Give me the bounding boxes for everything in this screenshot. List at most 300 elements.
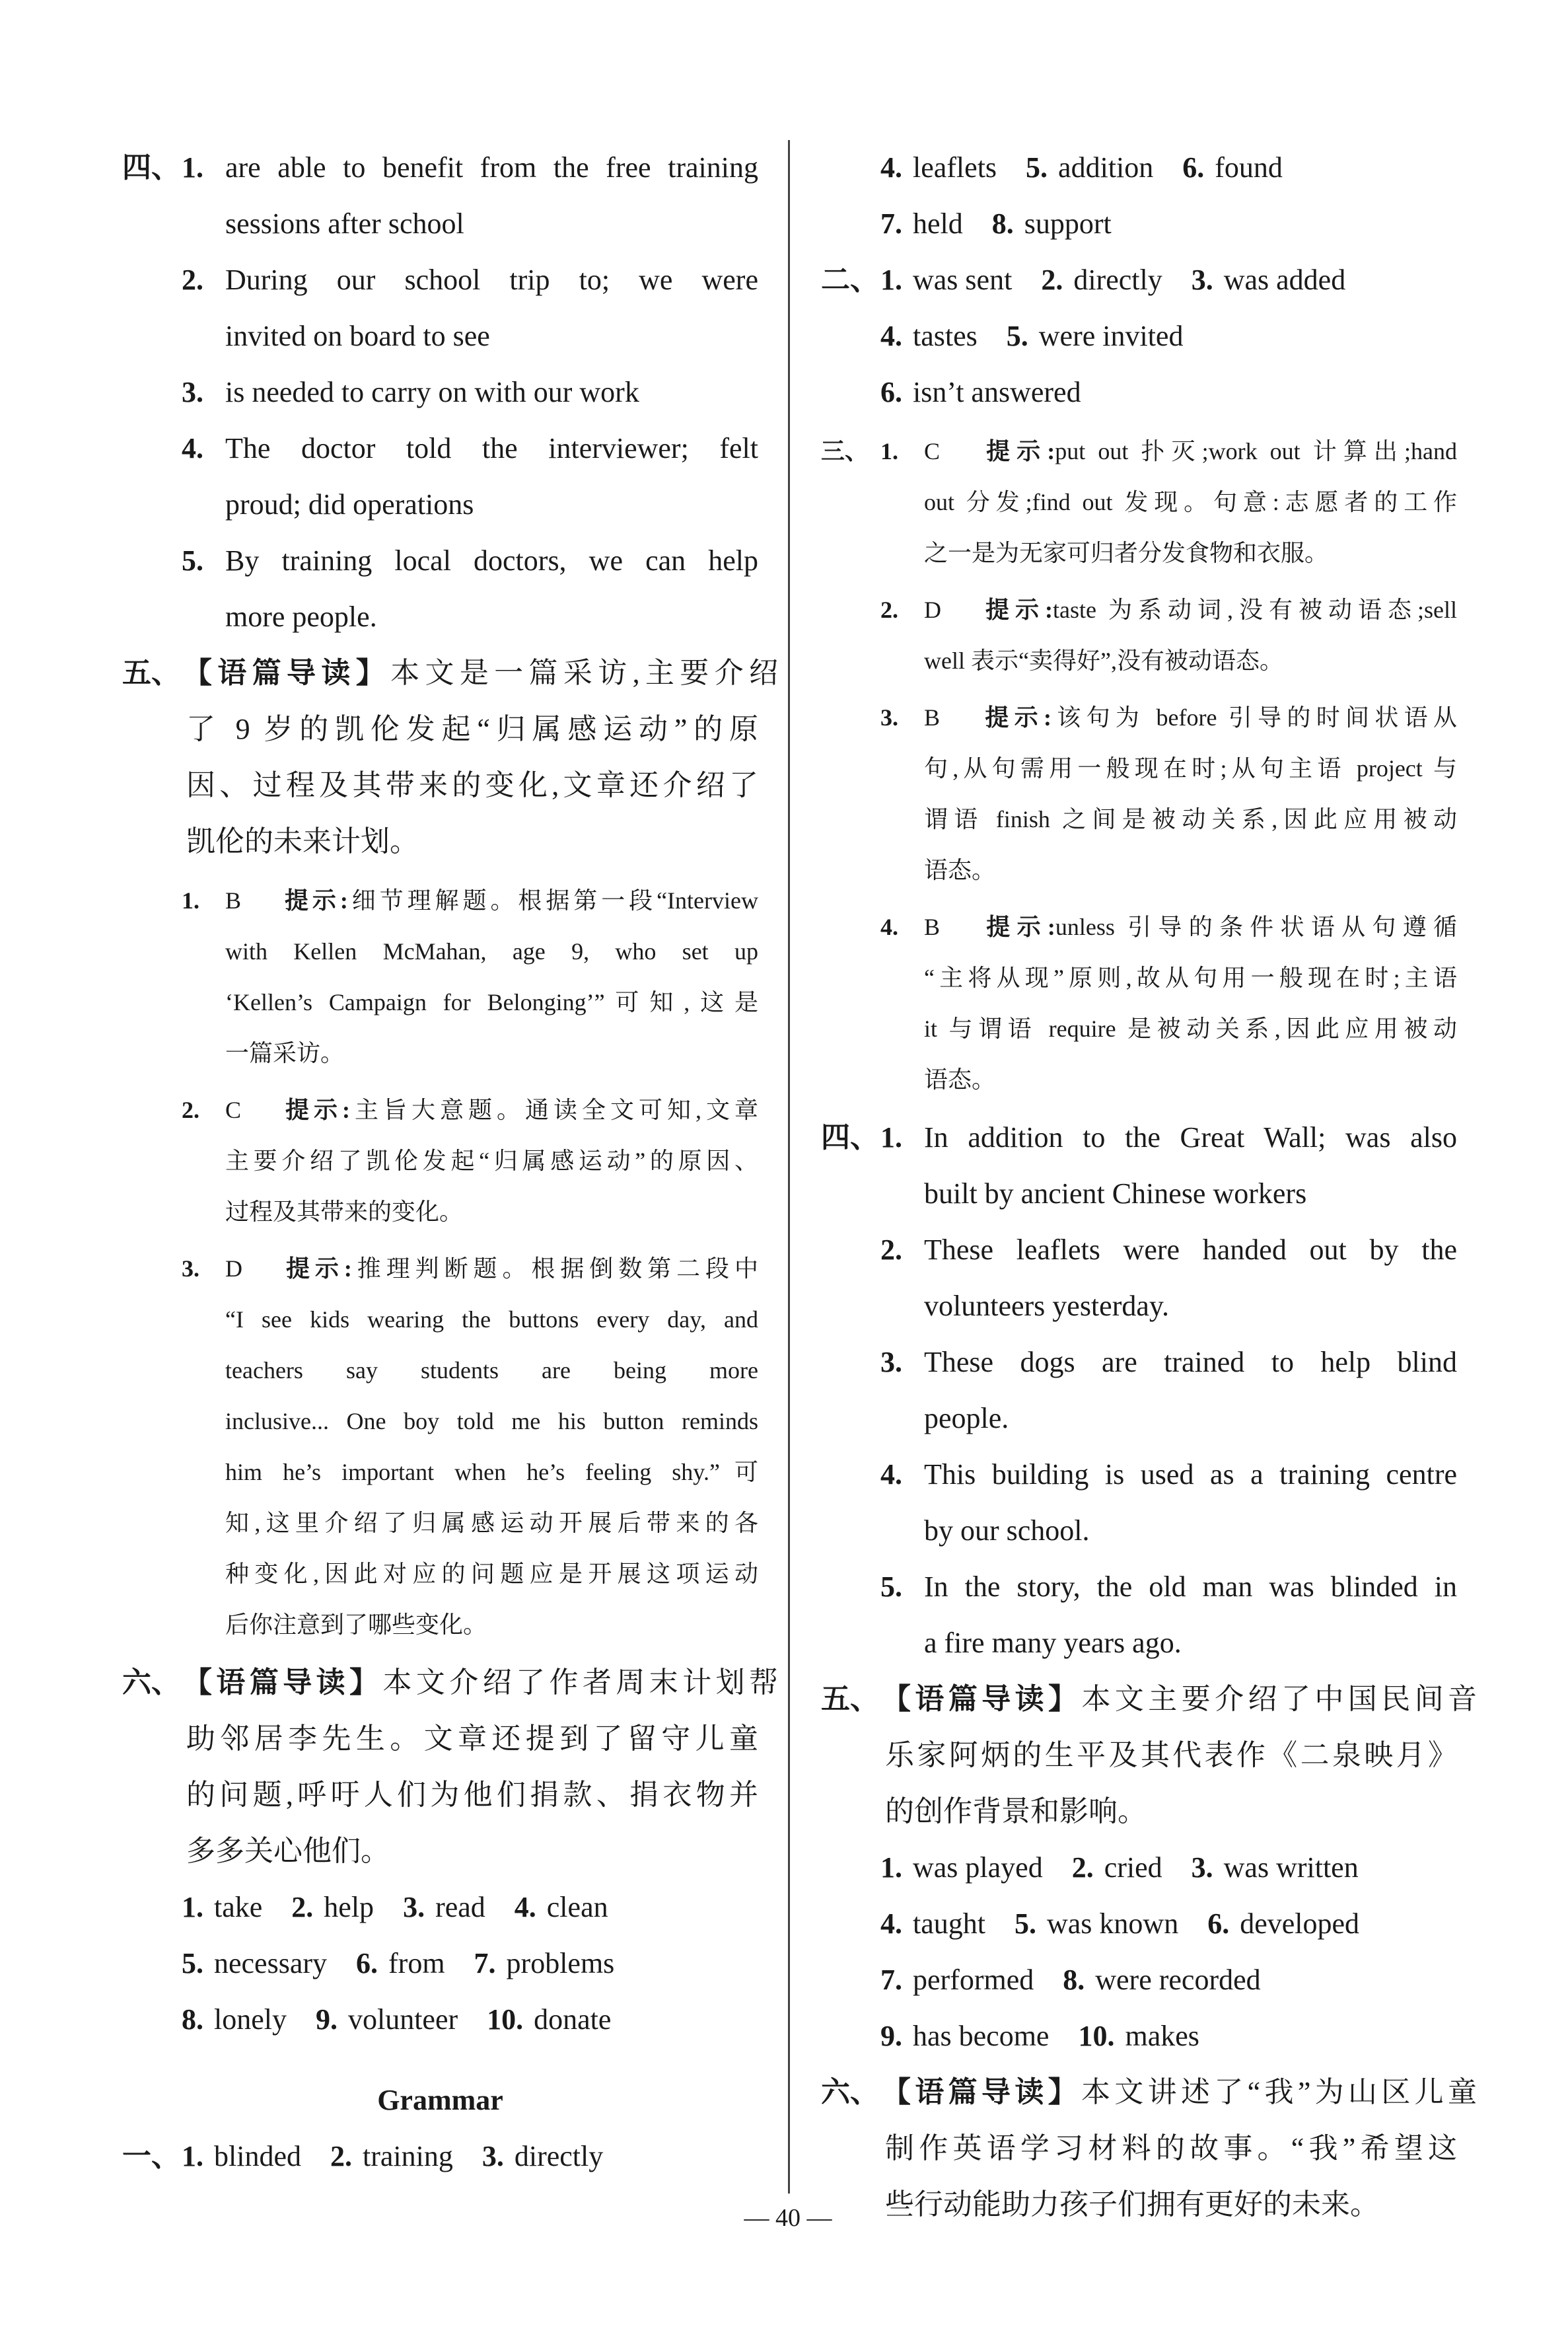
section-marker: 三、 <box>821 438 869 464</box>
text: 本文是一篇采访,主要介绍 <box>390 657 779 689</box>
text-line <box>122 1767 758 1823</box>
answer-text: was sent <box>913 264 1013 296</box>
text-line <box>122 1447 758 1498</box>
line-text <box>924 743 1457 794</box>
answer-item <box>880 2020 1049 2052</box>
text: it 与谓语 require 是被动关系,因此应用被动 <box>924 1015 1457 1042</box>
left-column <box>122 139 779 2184</box>
text: 的问题,呼吁人们为他们捐款、捐衣物并 <box>186 1779 758 1811</box>
text-line <box>821 1165 1457 1222</box>
answer-row <box>821 2008 1457 2064</box>
answer-list <box>880 1952 1290 2008</box>
text: 凯伦的未来计划。 <box>186 825 419 858</box>
answer-letter: D <box>225 1255 242 1282</box>
item-block <box>122 139 758 252</box>
text: taste 为系动词,没有被动语态;sell <box>1053 597 1457 623</box>
item-number: 1. <box>182 2140 203 2172</box>
answers-block <box>122 1879 758 2048</box>
answer-text: addition <box>1058 151 1154 184</box>
text-line <box>821 743 1457 794</box>
item-block <box>821 1222 1457 1334</box>
text-line <box>821 902 1457 953</box>
text: “主将从现”原则,故从句用一般现在时;主语 <box>924 965 1457 991</box>
answer-item <box>880 376 1081 408</box>
answer-item <box>182 1891 262 1923</box>
line-text <box>924 1390 1457 1446</box>
answer-text: directly <box>514 2140 604 2172</box>
text-line <box>122 977 758 1028</box>
line-text <box>225 476 758 533</box>
heading-block <box>122 2072 758 2128</box>
answers-block <box>821 139 1457 252</box>
line-text <box>924 1278 1457 1334</box>
answer-text: was written <box>1223 1851 1359 1884</box>
text: is needed to carry on with our work <box>225 376 639 408</box>
text-line <box>122 252 758 308</box>
text: 些行动能助力孩子们拥有更好的未来。 <box>885 2188 1379 2221</box>
line-text <box>225 1136 758 1187</box>
text: proud; did operations <box>225 488 474 521</box>
answer-list <box>880 252 1374 308</box>
answer-list <box>880 196 1141 252</box>
item-number: 1. <box>182 151 203 184</box>
answer-item <box>182 2140 301 2172</box>
item-block <box>122 533 758 645</box>
text-line <box>122 813 758 869</box>
line-text <box>924 1222 1457 1278</box>
item-block <box>821 1446 1457 1559</box>
text: with Kellen McMahan, age 9, who set up <box>225 938 758 965</box>
line-text <box>924 585 1457 636</box>
text-line <box>122 701 758 757</box>
line-text <box>882 2064 1477 2120</box>
answers-block <box>821 1839 1457 2064</box>
item-number: 2. <box>880 597 898 623</box>
item-number: 5. <box>880 1570 902 1603</box>
item-number: 1. <box>182 1891 203 1923</box>
answer-item <box>1078 2020 1199 2052</box>
text: 本文主要介绍了中国民间音 <box>1081 1683 1478 1715</box>
answer-item <box>992 207 1112 240</box>
hint-label: 提示: <box>281 887 348 914</box>
text-line <box>821 1054 1457 1105</box>
line-text <box>186 1711 758 1767</box>
passage-guide-tag: 【语篇导读】 <box>882 1683 1082 1715</box>
answer-item <box>356 1947 445 1979</box>
text: 过程及其带来的变化。 <box>225 1199 464 1225</box>
text: 的创作背景和影响。 <box>885 1795 1147 1827</box>
item-number: 10. <box>1078 2020 1115 2052</box>
text-line <box>821 1615 1457 1671</box>
answer-text: were recorded <box>1095 1964 1261 1996</box>
item-number: 4. <box>514 1891 536 1923</box>
item-number: 4. <box>880 320 902 352</box>
answer-text: lonely <box>214 2003 287 2036</box>
answer-item <box>182 1947 327 1979</box>
item-number: 8. <box>1063 1964 1085 1996</box>
item-number: 4. <box>880 151 902 184</box>
answer-text: was added <box>1223 264 1346 296</box>
item-number: 3. <box>182 1255 199 1282</box>
text-line <box>821 2120 1457 2176</box>
passage-guide-tag: 【语篇导读】 <box>183 657 391 689</box>
answer-row <box>821 1896 1457 1952</box>
text-line <box>122 1294 758 1345</box>
text-line <box>821 1727 1457 1783</box>
text-line <box>122 645 779 701</box>
answer-list <box>182 1879 637 1935</box>
item-number: 1. <box>880 264 902 296</box>
text-line <box>821 1004 1457 1054</box>
text-line <box>122 364 758 420</box>
answer-text: from <box>388 1947 445 1979</box>
text: “I see kids wearing the buttons every day, and <box>225 1306 758 1333</box>
line-text <box>225 420 758 476</box>
item-number: 2. <box>880 1234 902 1266</box>
section-marker: 四、 <box>122 151 180 184</box>
item-number: 7. <box>474 1947 496 1979</box>
hint-label: 提示: <box>980 438 1055 464</box>
item-number: 5. <box>182 1947 203 1979</box>
text-line <box>122 1498 758 1549</box>
answer-item <box>182 2003 287 2036</box>
line-text <box>225 1498 758 1549</box>
answer-item <box>482 2140 603 2172</box>
line-text <box>225 1085 758 1136</box>
right-column <box>821 139 1478 2233</box>
text-line <box>821 953 1457 1004</box>
text-line <box>821 528 1457 579</box>
text-line <box>821 2064 1478 2120</box>
answer-list <box>182 2128 632 2184</box>
item-number: 1. <box>880 438 898 464</box>
line-text <box>225 252 758 308</box>
answer-letter: B <box>225 887 242 914</box>
item-number: 5. <box>1014 1907 1036 1940</box>
page-number: — 40 — <box>744 2204 832 2232</box>
text: 后你注意到了哪些变化。 <box>225 1611 487 1638</box>
line-text <box>225 1396 758 1447</box>
text-line <box>122 1600 758 1650</box>
answer-letter: C <box>225 1097 242 1123</box>
section-marker: 六、 <box>821 2076 879 2108</box>
item-block <box>122 364 758 420</box>
hint-block <box>122 875 758 1079</box>
line-text <box>186 757 758 813</box>
text: The doctor told the interviewer; felt <box>225 432 758 464</box>
hint-label: 提示: <box>281 1255 352 1282</box>
item-number: 6. <box>880 376 902 408</box>
text-line <box>122 533 758 589</box>
intro-block <box>122 1654 779 1879</box>
section-marker: 六、 <box>122 1666 180 1699</box>
text: unless 引导的条件状语从句遵循 <box>1055 914 1457 940</box>
answer-text: volunteer <box>347 2003 458 2036</box>
text-line <box>122 1028 758 1079</box>
text: 语态。 <box>924 857 996 883</box>
section-marker: 五、 <box>821 1683 879 1715</box>
answer-text: tastes <box>913 320 978 352</box>
text: These leaflets were handed out by the <box>924 1234 1457 1266</box>
text: 了 9 岁的凯伦发起“归属感运动”的原 <box>186 713 758 745</box>
line-text <box>924 1165 1457 1222</box>
answer-item <box>1041 264 1162 296</box>
line-text <box>885 1727 1457 1783</box>
item-number: 2. <box>1041 264 1063 296</box>
line-text <box>924 1004 1457 1054</box>
answer-text: necessary <box>214 1947 328 1979</box>
text: 推理判断题。根据倒数第二段中 <box>351 1255 758 1282</box>
line-text <box>225 977 758 1028</box>
text: 主要介绍了凯伦发起“归属感运动”的原因、 <box>225 1148 758 1174</box>
text-line <box>122 1085 758 1136</box>
answer-text: performed <box>913 1964 1034 1996</box>
item-block <box>122 420 758 533</box>
text: 因、过程及其带来的变化,文章还介绍了 <box>186 769 758 801</box>
text-line <box>122 1654 779 1711</box>
text: This building is used as a training centre <box>924 1458 1457 1491</box>
item-number: 7. <box>880 1964 902 1996</box>
line-text <box>186 701 758 757</box>
item-number: 3. <box>1191 264 1213 296</box>
answer-row <box>821 364 1457 420</box>
line-text <box>924 477 1457 528</box>
item-number: 3. <box>403 1891 425 1923</box>
line-text <box>885 1783 1457 1839</box>
section-marker: 一、 <box>122 2140 180 2172</box>
hint-block <box>821 902 1457 1105</box>
text: During our school trip to; we were <box>225 264 758 296</box>
hint-block <box>122 1085 758 1237</box>
text: built by ancient Chinese workers <box>924 1177 1307 1210</box>
hint-label: 提示: <box>980 914 1055 940</box>
answer-text: developed <box>1240 1907 1359 1940</box>
intro-block <box>122 645 779 869</box>
line-text <box>186 1767 758 1823</box>
answer-row <box>821 308 1457 364</box>
answer-row <box>821 1952 1457 2008</box>
passage-guide-tag: 【语篇导读】 <box>183 1666 383 1699</box>
line-text <box>225 196 758 252</box>
text-line <box>821 426 1457 477</box>
answer-item <box>1072 1851 1162 1884</box>
answer-item <box>316 2003 458 2036</box>
item-number: 3. <box>880 1346 902 1378</box>
line-text <box>924 426 1457 477</box>
text: sessions after school <box>225 207 464 240</box>
answer-text: leaflets <box>913 151 997 184</box>
section-marker: 五、 <box>122 657 180 689</box>
item-number: 2. <box>182 264 203 296</box>
text: These dogs are trained to help blind <box>924 1346 1457 1378</box>
answer-item <box>880 151 997 184</box>
answer-letter: B <box>924 914 941 940</box>
answer-letter: D <box>924 597 941 623</box>
text: him he’s important when he’s feeling shy.”可 <box>225 1459 758 1485</box>
text: invited on board to see <box>225 320 490 352</box>
hint-label: 提示: <box>980 597 1053 623</box>
answer-text: problems <box>506 1947 615 1979</box>
item-number: 4. <box>182 432 203 464</box>
text: more people. <box>225 601 377 633</box>
line-text <box>924 692 1457 743</box>
hint-block <box>821 692 1457 896</box>
line-text <box>885 2120 1457 2176</box>
item-block <box>821 1559 1457 1671</box>
answer-item <box>880 207 963 240</box>
text-line <box>122 420 758 476</box>
answer-item <box>880 320 978 352</box>
section-heading: Grammar <box>377 2084 503 2116</box>
hint-block <box>122 1243 758 1650</box>
answer-item <box>1026 151 1153 184</box>
text-line <box>821 1222 1457 1278</box>
item-block <box>821 1109 1457 1222</box>
answer-item <box>291 1891 374 1923</box>
text-line <box>821 585 1457 636</box>
text-line <box>821 692 1457 743</box>
line-text <box>882 1671 1477 1727</box>
text: 语态。 <box>924 1066 996 1093</box>
text: 本文介绍了作者周末计划帮 <box>382 1666 779 1699</box>
answer-list <box>182 1991 640 2048</box>
answer-text: was known <box>1046 1907 1179 1940</box>
text: put out 扑灭;work out 计算出;hand <box>1055 438 1457 464</box>
item-number: 6. <box>1182 151 1205 184</box>
line-text <box>924 1559 1457 1615</box>
line-text <box>924 902 1457 953</box>
line-text <box>924 1334 1457 1390</box>
item-number: 2. <box>291 1891 314 1923</box>
item-number: 6. <box>356 1947 378 1979</box>
item-number: 4. <box>880 914 898 940</box>
text: people. <box>924 1402 1009 1434</box>
text-line <box>821 1334 1457 1390</box>
text: inclusive... One boy told me his button reminds <box>225 1408 758 1434</box>
line-text <box>924 845 1457 896</box>
answer-item <box>403 1891 485 1923</box>
item-number: 2. <box>1071 1851 1094 1884</box>
text: by our school. <box>924 1514 1090 1547</box>
item-number: 2. <box>330 2140 352 2172</box>
answer-text: was played <box>913 1851 1043 1884</box>
answer-item <box>330 2140 453 2172</box>
text-line <box>122 1711 758 1767</box>
hint-label: 提示: <box>980 704 1051 731</box>
answer-text: read <box>435 1891 485 1923</box>
item-number: 1. <box>880 1851 902 1884</box>
answer-text: donate <box>534 2003 612 2036</box>
text-line <box>122 1187 758 1237</box>
section-marker: 二、 <box>821 264 879 296</box>
hint-block <box>821 426 1457 579</box>
line-text <box>924 1054 1457 1105</box>
line-text <box>186 1823 758 1879</box>
text-line <box>821 1783 1457 1839</box>
answer-item <box>1182 151 1283 184</box>
item-number: 3. <box>1191 1851 1213 1884</box>
answer-item <box>1007 320 1184 352</box>
item-number: 7. <box>880 207 902 240</box>
text-line <box>821 1671 1478 1727</box>
item-number: 4. <box>880 1458 902 1491</box>
line-text <box>225 1600 758 1650</box>
answer-item <box>1192 264 1346 296</box>
item-block <box>821 1334 1457 1446</box>
item-number: 5. <box>1006 320 1028 352</box>
answer-text: training <box>362 2140 453 2172</box>
item-number: 5. <box>182 544 203 577</box>
line-text <box>225 1187 758 1237</box>
answer-list <box>880 308 1212 364</box>
answer-text: clean <box>546 1891 608 1923</box>
text: 助邻居李先生。文章还提到了留守儿童 <box>186 1722 758 1755</box>
item-number: 3. <box>182 376 203 408</box>
text: 知,这里介绍了归属感运动开展后带来的各 <box>225 1510 758 1536</box>
text-line <box>821 1559 1457 1615</box>
text: out 分发;find out 发现。句意:志愿者的工作 <box>924 489 1457 515</box>
item-number: 4. <box>880 1907 902 1940</box>
answer-text: were invited <box>1038 320 1184 352</box>
answer-text: take <box>214 1891 263 1923</box>
text-line <box>821 477 1457 528</box>
text: are able to benefit from the free training <box>225 151 758 184</box>
hint-label: 提示: <box>281 1097 350 1123</box>
text: a fire many years ago. <box>924 1627 1182 1659</box>
text-line <box>122 476 758 533</box>
answer-text: isn’t answered <box>913 376 1081 408</box>
answer-item <box>487 2003 611 2036</box>
text-line <box>122 139 758 196</box>
line-text <box>225 1028 758 1079</box>
line-text <box>924 1446 1457 1502</box>
answer-list <box>880 139 1312 196</box>
answer-row <box>821 1839 1457 1896</box>
answer-item <box>880 1851 1043 1884</box>
text: well 表示“卖得好”,没有被动语态。 <box>924 647 1283 674</box>
text-line <box>122 1136 758 1187</box>
answer-list <box>880 364 1110 420</box>
answer-list <box>880 2008 1229 2064</box>
line-text <box>183 1654 778 1711</box>
text: volunteers yesterday. <box>924 1290 1170 1322</box>
answer-list <box>880 1896 1388 1952</box>
answer-list <box>880 1839 1388 1896</box>
line-text <box>225 139 758 196</box>
text-line <box>122 1396 758 1447</box>
item-number: 3. <box>880 704 898 731</box>
line-text <box>924 1109 1457 1165</box>
text-line <box>122 1243 758 1294</box>
answer-list <box>182 1935 643 1991</box>
line-text <box>225 1294 758 1345</box>
text-line <box>821 1446 1457 1502</box>
line-text <box>225 926 758 977</box>
answer-item <box>474 1947 615 1979</box>
answer-row <box>122 1935 758 1991</box>
text-line <box>122 589 758 645</box>
answers-block <box>122 2128 758 2184</box>
line-text <box>924 1502 1457 1559</box>
text-line <box>821 1390 1457 1446</box>
text: 谓语 finish 之间是被动关系,因此应用被动 <box>924 806 1457 832</box>
answer-item <box>1063 1964 1260 1996</box>
text: 种变化,因此对应的问题应是开展这项运动 <box>225 1561 758 1587</box>
item-number: 1. <box>182 887 199 914</box>
text: ‘Kellen’s Campaign for Belonging’”可知,这是 <box>225 989 758 1015</box>
item-number: 2. <box>182 1097 199 1123</box>
text: In the story, the old man was blinded in <box>924 1570 1457 1603</box>
